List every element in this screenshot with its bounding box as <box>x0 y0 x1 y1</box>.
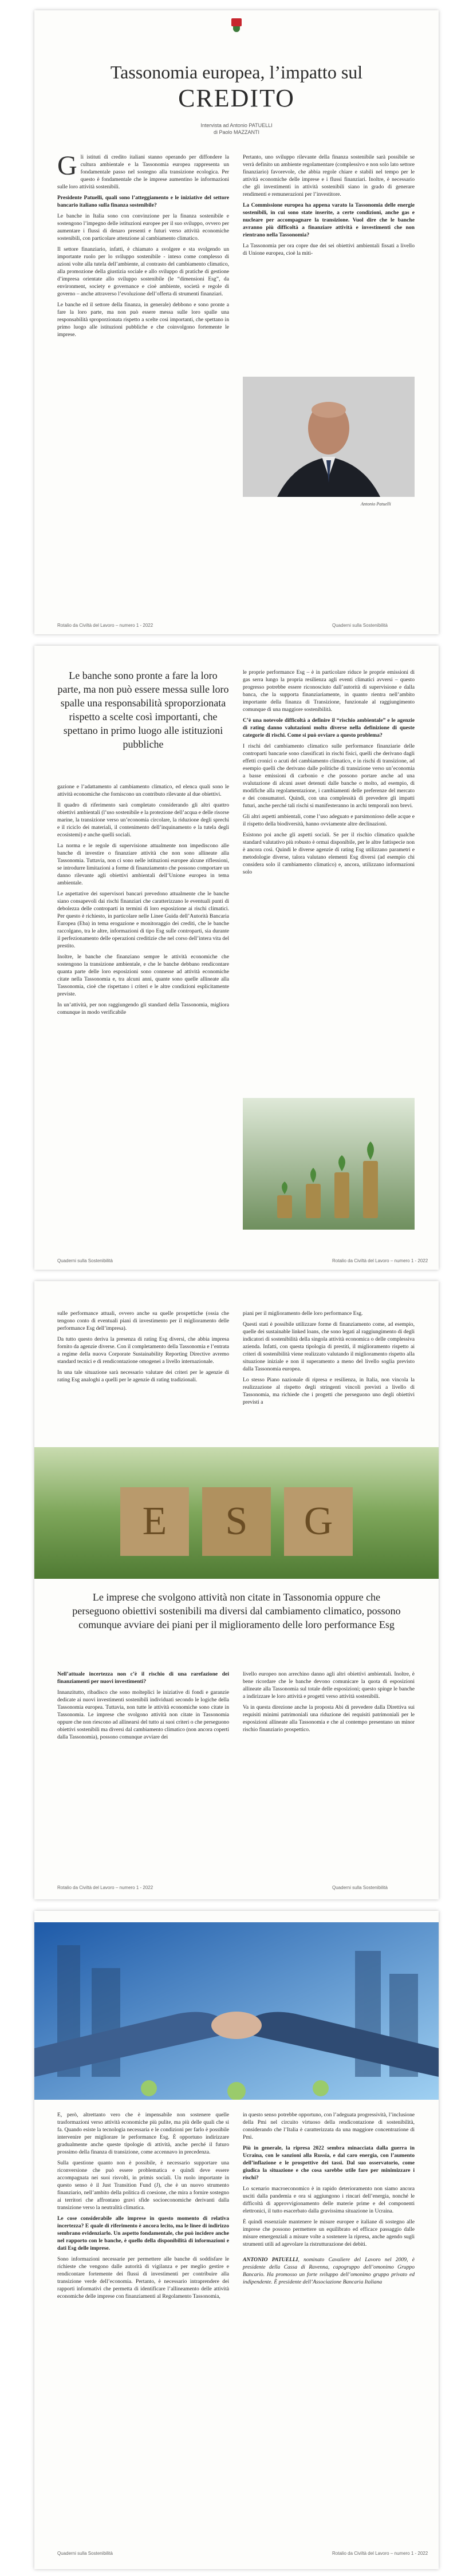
paragraph: gazione e l’adattamento al cambiamento climatico, ed elenca quali sono le attività economiche che forniscono un contributo rilevante al due obiettivi. <box>57 784 229 797</box>
paragraph: Da tutto questo deriva la presenza di rating Esg diversi, che abbia impresa fornito da agenzie diverse. Con il completamento della Tassonomia e l’entrata a regime della nuova Corporate Sustainability Reporting Directive avremo standard tecnici e di rendicontazione omogenei a livello internazionale. <box>57 1336 229 1365</box>
magazine-logo-icon <box>231 18 242 32</box>
article-title: Tassonomia europea, l’impatto sul <box>110 62 363 82</box>
article-title-credito: CREDITO <box>178 84 295 112</box>
bio-text: , nominato Cavaliere del Lavoro nel 2009, è presidente della Cassa di Ravenna, capogruppo dell’omonimo Gruppo Bancario. Ha promosso un forte sviluppo dell’omonimo gruppo privato ed indipendente. È presidente dell’Associazione Bancaria Italiana <box>243 2257 415 2285</box>
paragraph: Va in questa direzione anche la proposta Abi di prevedere dalla Direttiva sui requisiti minimi patrimoniali una riduzione dei requisiti patrimoniali per le esposizioni allineate alla Tassonomia e che al contempo presentano un minor rischio finanziario prospettico. <box>243 1704 415 1733</box>
byline-interview: Intervista ad Antonio PATUELLI <box>200 123 273 128</box>
paragraph: Sono informazioni necessarie per permettere alle banche di soddisfare le richieste che vengono dalle autorità di vigilanza e per meglio gestire e rendicontare fortemente dei flussi di investimenti per contribuire alla transizione verde dell’economia. Pertanto, è necessario intraprendere dei rapporti informativi che permetta di identificare l’allineamento delle attività economiche delle imprese con finanziamenti al Regolamento Tassonomia, <box>57 2256 229 2300</box>
paragraph: le proprie performance Esg – è in particolare riduce le proprie emissioni di gas serra lungo la propria resilienza agli eventi climatici avversi – questo progresso potrebbe essere riconosciuto dall’autorità di supervisione e dalla banca, che la supporta finanziariamente, in quanto rientra nell’ambito importante della finanza di Transizione, funzionale al raggiungimento comunque di una maggiore sostenibilità. <box>243 669 415 713</box>
paragraph: Questi stati è possibile utilizzare forme di finanziamento come, ad esempio, quelle dei sustainable linked loans, che sono legati al raggiungimento di degli indicatori di sostenibilità della singola attività economica o delle complessiva azienda. Infatti, con questa tipologia di prestiti, il miglioramento rispetto ai criteri di sostenibilità viene realizzato valutando il miglioramento rispetto alla situazione iniziale e non il superamento a meno del livello soglia previsto dalla Tassonomia europea. <box>243 1321 415 1372</box>
footer-left: Rotalio da Civiltà del Lavoro – numero 1 - 2022 <box>57 623 153 628</box>
page2-column-left <box>57 783 229 1020</box>
question: Presidente Patuelli, quali sono l’atteggiamento e le iniziative del settore bancario italiano sulla finanza sostenibile? <box>57 195 229 208</box>
magazine-page-2 <box>34 646 439 1270</box>
question: Nell’attuale incertezza non c’è il rischio di una rarefazione dei finanziamenti per nuovi investimenti? <box>57 1671 229 1685</box>
handshake-illustration-icon <box>34 1922 439 2100</box>
paragraph: E, però, altrettanto vero che è impensabile non sostenere quelle trasformazioni verso attività economiche più pulite, ma più delle quali che si fa. Quando esiste la tecnologia necessaria e le condizioni per farlo è possibile intervenire per migliorare le performance Esg. È opportuno indirizzare gradualmente anche queste tipologie di attività, anche perché il futuro prossimo della finanza di transizione, come accennavo in precedenza. <box>57 2112 229 2155</box>
paragraph: Il settore finanziario, infatti, è chiamato a svolgere e sta svolgendo un importante ruolo per lo sviluppo sostenibile - inteso come complesso di azioni volte alla tutela dell’ambiente, al contrasto del cambiamento climatico, alla promozione della giustizia sociale e allo sviluppo di pratiche di gestione d’impresa orientate allo sviluppo sostenibile (le “dimensioni Esg”, da environment, society e governance e cioè ambiente, società e regole di governo – anche attraverso l’evoluzione dell’offerta di strumenti finanziari. <box>57 246 229 297</box>
byline-author: di Paolo MAZZANTI <box>213 129 260 135</box>
paragraph: Pertanto, uno sviluppo rilevante della finanza sostenibile sarà possibile se verrà definito un ambiente regolamentare (complessivo e non solo lato settore finanziario) favorevole, che abbia regole chiare e stabili nel tempo per le attività economiche delle imprese e i flussi finanziari. Inoltre, è necessario che gli investimenti in attività sostenibili siano in grado di generare rendimenti e remunerazioni per l’investitore. <box>243 154 415 197</box>
question: Le cose considerabile alle imprese in questo momento di relativa incertezza? E quale di riferimento è ancora lecito, ma le linee di indirizzo sembrano evidenziarlo. Un aspetto fondamentale, che può incidere anche nel rapporto con le banche, è quello della disponibilità di informazioni e dati Esg delle imprese. <box>57 2215 229 2251</box>
pull-quote: Le imprese che svolgono attività non citate in Tassonomia oppure che perseguono obiettivi sostenibili ma diversi dal cambiamento climatico, possono comunque avviare dei piani per il miglioramento delle loro performance Esg <box>72 1591 401 1630</box>
page1-column-left <box>57 153 229 342</box>
page3-column-right-top <box>243 1310 415 1409</box>
page3-column-right-bottom <box>243 1670 415 1737</box>
question: La Commissione europea ha appena varato la Tassonomia delle energie sostenibili, in cui sono state inserite, a certe condizioni, anche gas e nucleare per accompagnare la transizione. Vuol dire che le banche avranno più difficoltà a finanziare attività e investimenti che non rientrano nella Tassonomia? <box>243 202 415 238</box>
portrait-caption: Antonio Patuelli <box>361 501 391 507</box>
paragraph: Le banche ed il settore della finanza, in generale) debbono e sono pronte a fare la loro parte, ma non può essere messa sulle loro spalle una responsabilità sproporzionata rispetto a scelte così importanti, che spettano in primo luogo alle istituzioni pubbliche e che coinvolgono fortemente le imprese. <box>57 302 229 338</box>
esg-letter-g: G <box>303 1499 333 1543</box>
portrait-person-icon <box>243 377 415 497</box>
paragraph: Lo scenario macroeconomico è in rapido deterioramento non siamo ancora usciti dalla pandemia e ora si aggiungono i rincari dell’energia, nonché le difficoltà di approvvigionamento delle materie prime e del componenti elettronici, il tutto esacerbato dalla gravissima situazione in Ucraina. <box>243 2186 415 2214</box>
footer-left: Quaderni sulla Sostenibilità <box>57 2551 113 2556</box>
page4-column-right <box>243 2111 415 2289</box>
footer-right: Rotalio da Civiltà del Lavoro – numero 1 - 2022 <box>332 1258 428 1263</box>
paragraph: Gli altri aspetti ambientali, come l’uso adeguato e parsimonioso delle acque e il rispetto della biodiversità, hanno ovviamente altre declinazioni. <box>243 813 415 827</box>
paragraph: piani per il miglioramento delle loro performance Esg. <box>243 1310 363 1317</box>
paragraph: Le banche in Italia sono con convinzione per la finanza sostenibile e sostengono l’impegno delle istituzioni europee per il suo sviluppo, ovvero per aumentare i flussi di denaro presenti e futuri verso attività economiche sostenibili, con particolare attenzione al cambiamento climatico. <box>57 213 229 242</box>
footer-left: Quaderni sulla Sostenibilità <box>57 1258 113 1263</box>
paragraph: Sulla questione quanto non è possibile, è necessario supportare una riconversione che può essere problematica e quindi deve essere accompagnata nei suoi risvolti, in primis sociali. Un ruolo importante in questo senso è il Just Transition Fund (J), che è un nuovo strumento finanziario, nell’ambito della politica di coesione, che mira a fornire sostegno ai territori che affrontano gravi sfide socioeconomiche derivanti dalla transizione verso la neutralità climatica. <box>57 2160 229 2211</box>
bio-name: ANTONIO PATUELLI <box>243 2257 298 2263</box>
coins-plant-illustration-icon <box>243 1098 415 1230</box>
paragraph: in questo senso potrebbe opportuno, con l’adeguata progressività, l’inclusione della Pmi nel circuito virtuoso della rendicontazione di sostenibilità, considerando che l’Italia è caratterizzata da una maggiore concentrazione di Pmi. <box>243 2112 415 2140</box>
footer-right: Quaderni sulla Sostenibilità <box>332 623 388 628</box>
pull-quote: Le banche sono pronte a fare la loro parte, ma non può essere messa sulle loro spalle una responsabilità sproporzionata rispetto a scelte così importanti, che spettano in primo luogo alle istituzioni pubbliche <box>57 670 229 750</box>
paragraph: sulle performance attuali, ovvero anche su quelle prospettiche (ossia che tengono conto di eventuali piani di investimento per il miglioramento delle performance Esg dell’impresa). <box>57 1310 229 1332</box>
magazine-page-4 <box>34 1911 439 2569</box>
paragraph: In una tale situazione sarà necessario valutare dei criteri per le agenzie di rating Esg analoghi a quelli per le agenzie di rating tradizionali. <box>57 1369 229 1383</box>
magazine-page-1 <box>34 10 439 634</box>
intro-paragraph: li istituti di credito italiani stanno operando per diffondere la cultura ambientale e la Tassonomia europea rappresenta un fondamentale passo nel sostegno alla transizione ecologica. Per questo è fondamentale che le imprese aumentino le informazioni sulle loro attività sostenibili. <box>57 154 229 190</box>
drop-cap: G <box>57 151 77 181</box>
page2-column-right <box>243 669 415 879</box>
page3-column-left-bottom <box>57 1670 229 1744</box>
handshake-photo <box>34 1922 439 2100</box>
page4-column-left <box>57 2111 229 2304</box>
coins-growth-photo <box>243 1098 415 1230</box>
paragraph: livello europeo non arrechino danno agli altri obiettivi ambientali. Inoltre, è bene ricordare che le banche devono comunicare la quota di esposizioni allineate alla Tassonomia sul totale delle esposizioni; questo spinge le banche a indirizzare le loro attività e progetti verso attività sostenibili. <box>243 1671 415 1700</box>
paragraph: Inoltre, le banche che finanziano sempre le attività economiche che sostengono la transizione ambientale, e che le banche debbano rendicontare quanta parte delle loro esposizioni sono connesse ad attività economiche citate nella Tassonomia e, tra alcuni anni, quante sono quelle allineate alla Tassonomia, cioè che rispettano i criteri e le altre condizioni esplicitamente previste. <box>57 954 229 997</box>
author-bio <box>243 2256 415 2286</box>
magazine-page-3 <box>34 1281 439 1899</box>
paragraph: In un’attività, per non raggiungendo gli standard della Tassonomia, migliora comunque in modo verificabile <box>57 1002 229 1016</box>
footer-left: Rotalio da Civiltà del Lavoro – numero 1 - 2022 <box>57 1885 153 1890</box>
paragraph: Il quadro di riferimento sarà completato considerando gli altri quattro obiettivi ambientali (l’uso sostenibile e la protezione dell’acqua e delle risorse marine, la transizione verso un’economia circolare, la riduzione degli sprechi e il riciclo dei materiali, il contenimento dell’inquinamento e la tutela degli ecosistemi) e anche quelli sociali. <box>57 802 229 838</box>
question: C’è una notevole difficoltà a definire il “rischio ambientale” e le agenzie di rating danno valutazioni molto diverse nella definizione di queste categorie di rischi. Come si può ovviare a questo problema? <box>243 717 415 738</box>
esg-blocks-photo <box>34 1447 439 1579</box>
page3-column-left-top <box>57 1310 229 1387</box>
footer-right: Quaderni sulla Sostenibilità <box>332 1885 388 1890</box>
paragraph: La norma e le regole di supervisione attualmente non impediscono alle banche di investire o finanziare attività che non sono allineate alla Tassonomia. Tuttavia, non ci sono nelle istituzioni europee alcune riflessioni, se introdurre limitazioni a forme di finanziamento che possono comportare un danno rilevante agli obiettivi ambientali dell’Unione europea in tema ambientale. <box>57 843 229 886</box>
paragraph: Esistono poi anche gli aspetti sociali. Se per il rischio climatico qualche standard valutativo più robusto è ormai disponibile, per le altre fattispecie non è ancora così. Quindi le diverse agenzie di rating Esg utilizzano parametri e metodologie diverse, talora valutano elementi Esg diversi (ad esempio chi considera solo il cambiamento climatico) e, ancora, utilizzano informazioni solo <box>243 832 415 875</box>
paragraph: La Tassonomia per ora copre due dei sei obiettivi ambientali fissati a livello di Unione europea, cioè la miti- <box>243 243 415 256</box>
paragraph: È quindi essenziale mantenere le misure europee e italiane di sostegno alle imprese che possono permettere un equilibrato ed efficace passaggio dalle misure emergenziali a misure volte a sostenere la ripresa, anche agendo sugli strumenti utili ad agevolare la ristrutturazione dei debiti. <box>243 2219 415 2247</box>
paragraph: Lo stesso Piano nazionale di ripresa e resilienza, in Italia, non vincola la realizzazione al rispetto degli stringenti vincoli previsti a livello di Tassonomia, ma richiede che i progetti che perseguono uno degli obiettivi previsti a <box>243 1377 415 1405</box>
esg-letter-e: E <box>142 1499 167 1543</box>
paragraph: Innanzitutto, ribadisco che sono molteplici le iniziative di fondi e garanzie dedicate ai nuovi investimenti sostenibili individuati secondo le logiche della Tassonomia europea. Tuttavia, non tutte le attività economiche sono citate in Tassonomia. Le imprese che svolgono attività non citate in Tassonomia oppure che non riescono ad allinearsi del tutto ai suoi criteri o che perseguono obiettivi sostenibili ma diversi dal cambiamento climatico (non ancora coperti dalla Tassonomia), possono comunque avviare dei <box>57 1689 229 1740</box>
footer-right: Rotalio da Civiltà del Lavoro – numero 1 - 2022 <box>332 2551 428 2556</box>
paragraph: Le aspettative dei supervisori bancari prevedono attualmente che le banche siano consapevoli dai rischi finanziari che caratterizzano le eventuali punti di debolezza delle controparti in termini di loro esposizione ai rischi climatici. Per questo è richiesto, in particolare nelle Linee Guida dell’Autorità Bancaria Europea (Eba) in tema erogazione e monitoraggio dei crediti, che le banche raccolgano, tra le altre, informazioni di tipo Esg sulle controparti, sia durante il perfezionamento delle operazioni creditizie che nel corso dell’intera vita del prestito. <box>57 891 229 949</box>
paragraph: I rischi del cambiamento climatico sulle performance finanziarie delle controparti bancarie sono classificati in rischi fisici, quelli che derivano dagli effetti cronici o acuti del cambiamento climatico, e in rischi di transizione, ad esempio quelli che derivano dalle politiche di transizione verso un’economia a basse emissioni di carbonio e che possono portare anche ad una svalutazione di alcuni asset detenuti dalle banche o molto, ad esempio, di modifiche alla regolamentazione, i cambiamenti delle preferenze del mercato e dei consumatori. Quindi, con una complessità di prevedere gli impatti futuri, anche perché tali rischi si manifesteranno in archi temporali non brevi. <box>243 743 415 809</box>
page1-column-right <box>243 153 415 260</box>
question: Più in generale, la ripresa 2022 sembra minacciata dalla guerra in Ucraina, con le sanzioni alla Russia, e dal caro energia, con l’aumento dell’inflazione e le prospettive dei tassi. Dal suo osservatorio, come giudica la situazione e che cosa sarebbe utile fare per minimizzare i rischi? <box>243 2145 415 2181</box>
esg-letter-s: S <box>225 1499 248 1543</box>
portrait-photo <box>243 377 415 497</box>
